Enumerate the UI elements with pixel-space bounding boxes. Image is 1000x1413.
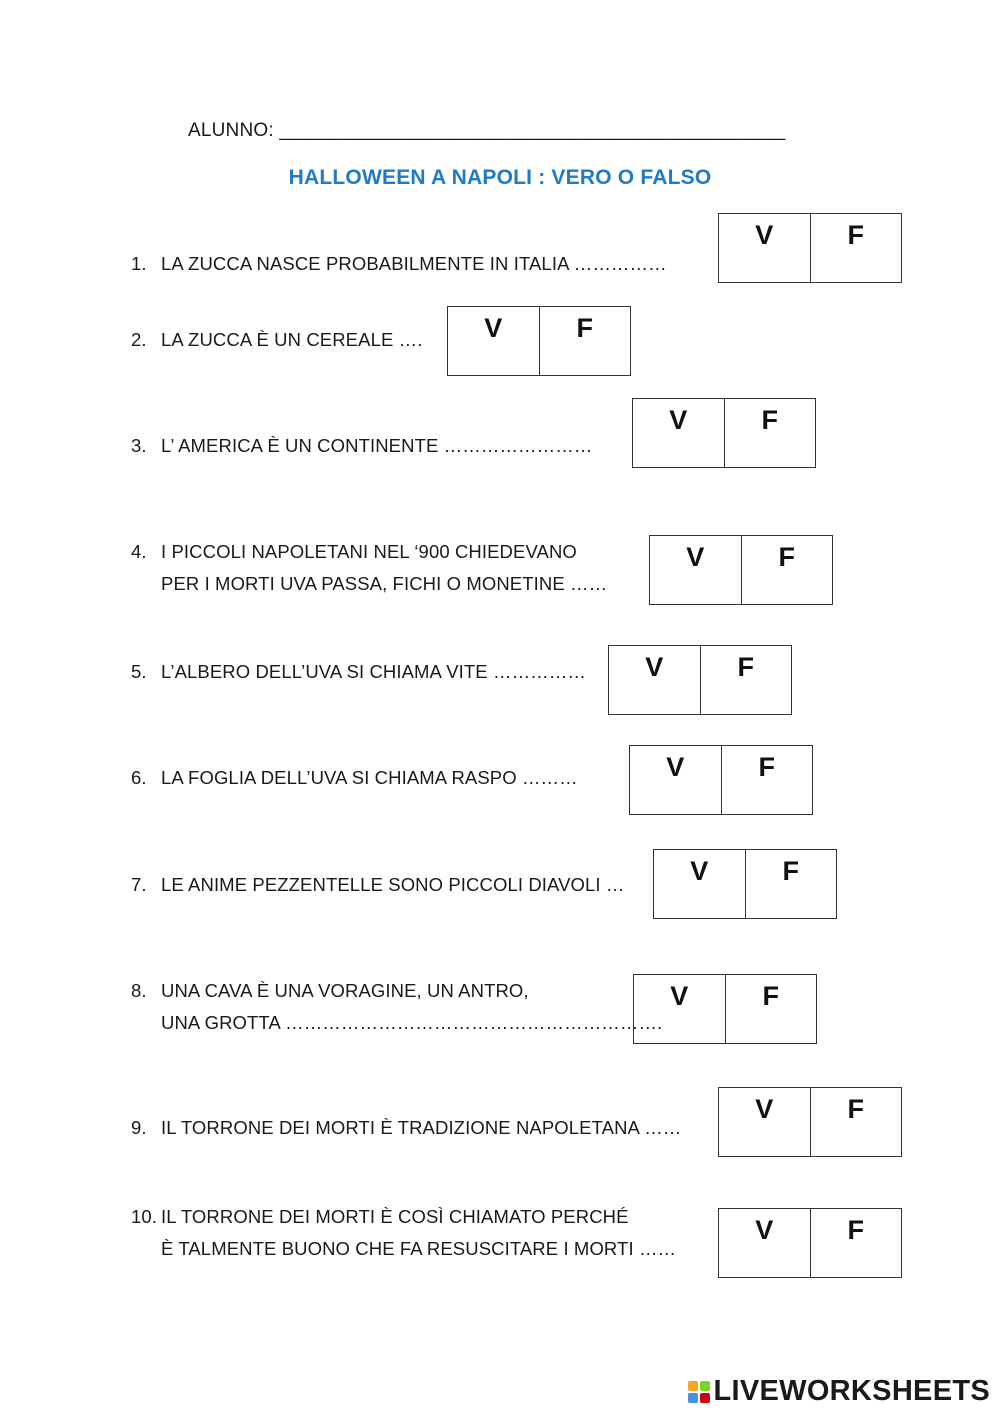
question-text: L’ AMERICA È UN CONTINENTE …………………… <box>161 435 593 456</box>
true-option-5[interactable]: V <box>645 652 664 682</box>
question-text-continued: UNA GROTTA ……………………………………………………. <box>161 1012 663 1033</box>
logo-grid-icon <box>688 1381 710 1403</box>
logo-square-icon <box>688 1381 698 1391</box>
question-8 <box>131 975 662 1039</box>
question-number: 3. <box>131 435 147 456</box>
logo-square-icon <box>700 1381 710 1391</box>
false-option-1[interactable]: F <box>810 214 902 282</box>
true-option-9[interactable]: V <box>755 1094 774 1124</box>
answer-box-10 <box>718 1208 902 1278</box>
true-option-6[interactable]: V <box>666 752 685 782</box>
false-option-2[interactable]: F <box>539 307 631 375</box>
false-option-3[interactable]: F <box>724 399 816 467</box>
question-text: IL TORRONE DEI MORTI È COSÌ CHIAMATO PERCHÉ <box>161 1206 629 1227</box>
question-number: 7. <box>131 874 147 895</box>
logo-square-icon <box>700 1393 710 1403</box>
question-7 <box>131 869 625 901</box>
question-number: 2. <box>131 329 147 350</box>
true-option-3[interactable]: V <box>669 405 688 435</box>
question-9 <box>131 1112 681 1144</box>
answer-box-9 <box>718 1087 902 1157</box>
question-text: L’ALBERO DELL’UVA SI CHIAMA VITE …………… <box>161 661 586 682</box>
question-number: 10. <box>131 1206 158 1227</box>
true-option-10[interactable]: V <box>755 1215 774 1245</box>
question-2 <box>131 324 422 356</box>
question-1 <box>131 248 667 280</box>
question-5 <box>131 656 586 688</box>
answer-box-3 <box>632 398 816 468</box>
true-option-7[interactable]: V <box>690 856 709 886</box>
question-6 <box>131 762 578 794</box>
false-option-4[interactable]: F <box>741 536 833 604</box>
question-text-continued: PER I MORTI UVA PASSA, FICHI O MONETINE …… <box>161 573 608 594</box>
false-option-8[interactable]: F <box>725 975 817 1043</box>
question-number: 6. <box>131 767 147 788</box>
question-text: LA FOGLIA DELL’UVA SI CHIAMA RASPO ……… <box>161 767 578 788</box>
answer-box-2 <box>447 306 631 376</box>
true-option-8[interactable]: V <box>670 981 689 1011</box>
question-text: UNA CAVA È UNA VORAGINE, UN ANTRO, <box>161 980 529 1001</box>
true-option-1[interactable]: V <box>755 220 774 250</box>
worksheet-title: HALLOWEEN A NAPOLI : VERO O FALSO <box>288 166 712 189</box>
answer-box-7 <box>653 849 837 919</box>
liveworksheets-logo <box>688 1375 991 1408</box>
question-number: 5. <box>131 661 147 682</box>
question-number: 1. <box>131 253 147 274</box>
answer-box-1 <box>718 213 902 283</box>
true-option-4[interactable]: V <box>686 542 705 572</box>
answer-box-8 <box>633 974 817 1044</box>
logo-square-icon <box>688 1393 698 1403</box>
question-text: I PICCOLI NAPOLETANI NEL ‘900 CHIEDEVANO <box>161 541 577 562</box>
false-option-5[interactable]: F <box>700 646 792 714</box>
answer-box-4 <box>649 535 833 605</box>
question-number: 9. <box>131 1117 147 1138</box>
question-text: LA ZUCCA È UN CEREALE …. <box>161 329 423 350</box>
question-text: LE ANIME PEZZENTELLE SONO PICCOLI DIAVOLI … <box>161 874 625 895</box>
false-option-9[interactable]: F <box>810 1088 902 1156</box>
question-10 <box>131 1201 676 1265</box>
student-name-line: ALUNNO: _______________________________________________ <box>188 120 786 141</box>
false-option-6[interactable]: F <box>721 746 813 814</box>
true-option-2[interactable]: V <box>484 313 503 343</box>
question-text: LA ZUCCA NASCE PROBABILMENTE IN ITALIA …………… <box>161 253 667 274</box>
logo-text: LIVEWORKSHEETS <box>713 1375 990 1407</box>
answer-box-5 <box>608 645 792 715</box>
answer-box-6 <box>629 745 813 815</box>
question-4 <box>131 536 607 600</box>
question-3 <box>131 430 592 462</box>
false-option-7[interactable]: F <box>745 850 837 918</box>
question-number: 8. <box>131 980 147 1001</box>
question-number: 4. <box>131 541 147 562</box>
false-option-10[interactable]: F <box>810 1209 902 1277</box>
question-text: IL TORRONE DEI MORTI È TRADIZIONE NAPOLETANA …… <box>161 1117 682 1138</box>
question-text-continued: È TALMENTE BUONO CHE FA RESUSCITARE I MORTI …… <box>161 1238 677 1259</box>
